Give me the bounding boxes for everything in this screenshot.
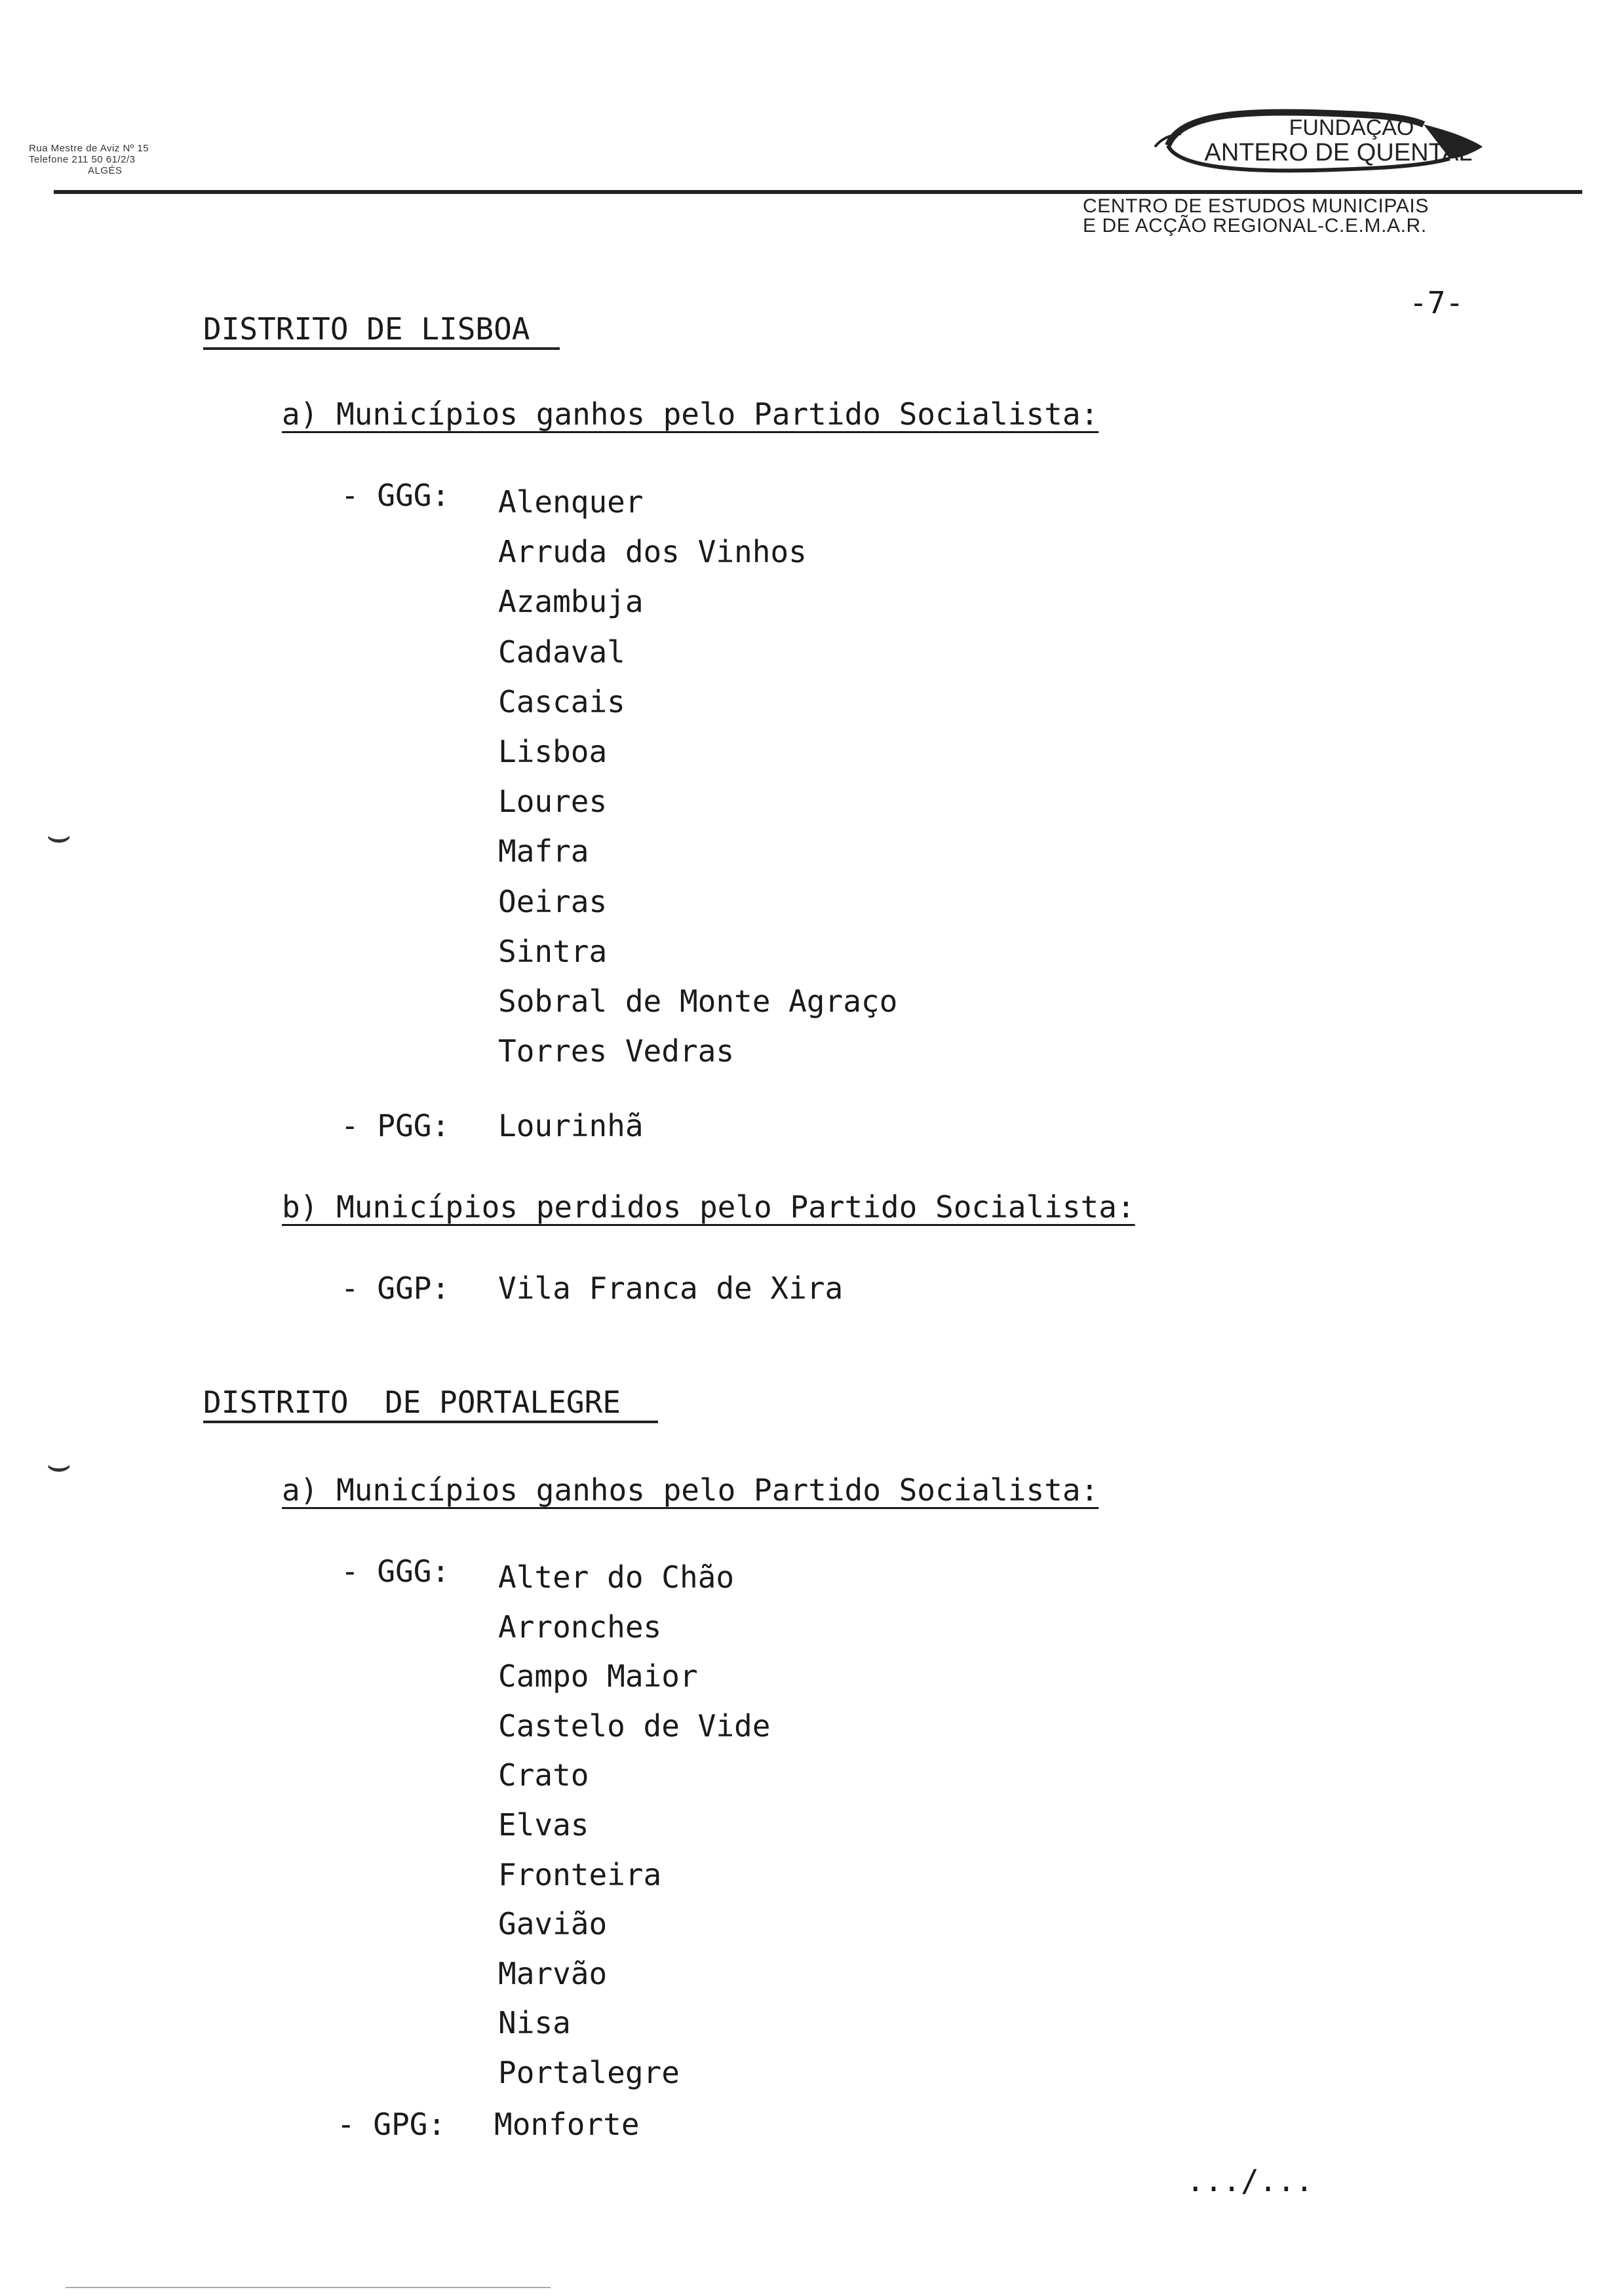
address-line: ALGÉS	[88, 165, 123, 176]
list-item: Campo Maior	[498, 1658, 698, 1694]
heading-underline	[203, 1421, 658, 1423]
list-item: Torres Vedras	[498, 1033, 735, 1069]
margin-mark-icon: ⌣	[46, 813, 72, 858]
category-code: - GGG:	[341, 1554, 450, 1589]
logo-subtitle: ANTERO DE QUENTAL	[1204, 139, 1473, 166]
list-item: Azambuja	[498, 584, 644, 620]
municipality-list	[498, 1553, 770, 2098]
category-code: - GGG:	[341, 478, 450, 513]
list-item: Sintra	[498, 933, 608, 969]
page-number: -7-	[1409, 285, 1464, 320]
list-item: Sobral de Monte Agraço	[498, 984, 898, 1020]
district-heading: DISTRITO DE LISBOA	[203, 311, 530, 347]
list-item: Lisboa	[498, 734, 608, 770]
list-item: Gavião	[498, 1906, 608, 1942]
margin-mark-icon: ⌣	[46, 1442, 72, 1487]
list-item: Oeiras	[498, 883, 608, 919]
group-label: a) Municípios ganhos pelo Partido Socialista:	[282, 1472, 1099, 1508]
logo-title: FUNDAÇÃO	[1289, 115, 1414, 140]
list-item: Monforte	[494, 2107, 640, 2142]
foundation-logo	[1142, 106, 1509, 178]
address-line: Rua Mestre de Aviz Nº 15	[29, 143, 149, 154]
address-block	[29, 143, 149, 176]
list-item: Nisa	[498, 2005, 571, 2041]
list-item: Crato	[498, 1757, 589, 1793]
municipality-list	[498, 477, 897, 1076]
footer-rule	[66, 2287, 551, 2288]
category-code: - GGP:	[341, 1271, 450, 1306]
district-heading: DISTRITO DE PORTALEGRE	[203, 1385, 621, 1420]
list-item: Cadaval	[498, 634, 625, 670]
centro-line: CENTRO DE ESTUDOS MUNICIPAIS	[1083, 195, 1429, 217]
category-code: - GPG:	[337, 2107, 446, 2142]
list-item: Alenquer	[498, 484, 644, 520]
group-heading	[282, 396, 1099, 432]
list-item: Mafra	[498, 833, 589, 870]
group-heading	[282, 1189, 1135, 1225]
list-item: Portalegre	[498, 2054, 680, 2090]
group-label: b) Municípios perdidos pelo Partido Socialista:	[282, 1189, 1135, 1225]
list-item: Alter do Chão	[498, 1559, 735, 1595]
list-item: Cascais	[498, 683, 625, 719]
centro-block	[1083, 197, 1429, 236]
address-line: Telefone 211 50 61/2/3	[29, 154, 136, 165]
list-item: Arruda dos Vinhos	[498, 534, 807, 570]
centro-line: E DE ACÇÃO REGIONAL-C.E.M.A.R.	[1083, 215, 1427, 237]
heading-underline	[203, 347, 560, 350]
group-heading	[282, 1472, 1099, 1508]
list-item: Arronches	[498, 1609, 662, 1645]
list-item: Elvas	[498, 1807, 589, 1843]
list-item: Loures	[498, 784, 608, 820]
header-rule	[54, 190, 1582, 194]
list-item: Lourinhã	[498, 1108, 644, 1143]
list-item: Vila Franca de Xira	[498, 1271, 844, 1306]
continuation-mark: .../...	[1186, 2163, 1313, 2198]
list-item: Castelo de Vide	[498, 1708, 771, 1744]
category-code: - PGG:	[341, 1108, 450, 1143]
list-item: Fronteira	[498, 1856, 662, 1892]
list-item: Marvão	[498, 1955, 608, 1991]
group-label: a) Municípios ganhos pelo Partido Socialista:	[282, 396, 1099, 432]
